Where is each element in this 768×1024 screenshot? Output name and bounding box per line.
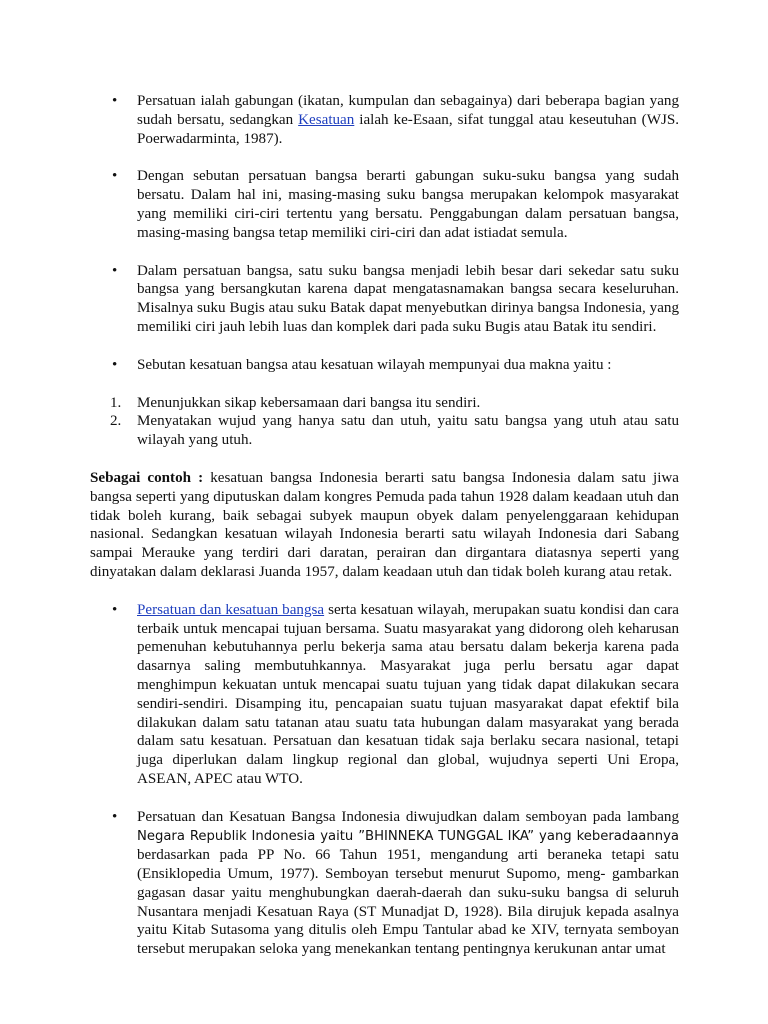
item-number: 2.	[110, 413, 122, 430]
bullet-item-persatuan-kesatuan	[90, 601, 679, 789]
example-paragraph	[90, 469, 679, 582]
bullet-text: Sebutan kesatuan bangsa atau kesatuan wilayah mempunyai dua makna yaitu :	[137, 356, 612, 373]
bullet-item-suku-bangsa	[90, 262, 679, 337]
bullet-item-dua-makna	[90, 356, 679, 375]
bullet-text: Persatuan dan Kesatuan Bangsa Indonesia diwujudkan dalam semboyan pada lambang	[137, 808, 679, 825]
bullet-list-top	[90, 92, 679, 148]
numbered-item	[90, 394, 679, 413]
bullet-list-top-3	[90, 262, 679, 337]
example-text: kesatuan bangsa Indonesia berarti satu bangsa Indonesia dalam satu jiwa bangsa seperti yang diputuskan dalam kongres Pemuda pada tahun 1928 dalam keadaan utuh dan tidak boleh kurang, baik sebagai subyek maupun obyek dalam penyelenggaraan kehidupan nasional. Sedangkan kesatuan wilayah Indonesia berarti satu wilayah Indonesia dari Sabang sampai Merauke yang terdiri dari daratan, perairan dan dirgantara diatasnya seperti yang dinyatakan dalam deklarasi Juanda 1957, dalam keadaan utuh dan tidak boleh kurang atau retak.	[90, 469, 679, 580]
numbered-list	[90, 394, 679, 450]
persatuan-kesatuan-link[interactable]: Persatuan dan kesatuan bangsa	[137, 601, 325, 618]
bullet-list-top-2	[90, 167, 679, 242]
bullet-text: serta kesatuan wilayah, merupakan suatu kondisi dan cara terbaik untuk mencapai tujuan bersama. Suatu masyarakat yang didorong oleh keharusan pemenuhan kebutuhannya perlu bekerja sama atau bersatu dalam bekerja karena pada dasarnya saling membutuhkannya. Masyarakat juga perlu bersatu agar dapat menghimpun kekuatan untuk mencapai suatu tujuan yang tidak dapat dilakukan secara sendiri-sendiri. Disamping itu, pencapaian suatu tujuan masyarakat dapat efektif bila dilakukan dalam satu tatanan atau suatu tata hubungan dalam masyarakat yang berada dalam satu kesatuan. Persatuan dan kesatuan tidak saja berlaku secara nasional, tetapi juga diperlukan dalam lingkup regional dan global, wujudnya seperti Uni Eropa, ASEAN, APEC atau WTO.	[137, 601, 679, 787]
bullet-text: ialah ke-Esaan, sifat tunggal atau keseutuhan (WJS. Poerwadarminta, 1987).	[137, 111, 679, 147]
item-number: 1.	[110, 394, 122, 411]
bullet-list-bottom	[90, 808, 679, 959]
bullet-text: Persatuan ialah gabungan (ikatan, kumpulan dan sebagainya) dari beberapa bagian yang sudah bersatu, sedangkan	[137, 93, 679, 128]
bullet-text: Dengan sebutan persatuan bangsa berarti gabungan suku-suku bangsa yang sudah bersatu. Dalam hal ini, masing-masing suku bangsa merupakan kelompok masyarakat yang memiliki ciri-ciri tertentu yang bersatu. Penggabungan dalam persatuan bangsa, masing-masing bangsa tetap memiliki ciri-ciri dan adat istiadat semula.	[137, 168, 679, 241]
numbered-item	[90, 412, 679, 450]
bullet-text: berdasarkan pada PP No. 66 Tahun 1951, mengandung arti beraneka tetapi satu (Ensiklopedia Umum, 1977). Semboyan tersebut menurut Supomo, meng- gambarkan gagasan dasar yaitu menghubungkan daerah-daerah dan suku-suku bangsa di seluruh Nusantara menjadi Kesatuan Raya (ST Munadjat D, 1928). Bila dirujuk kepada asalnya yaitu Kitab Sutasoma yang ditulis oleh Empu Tantular abad ke XIV, ternyata semboyan tersebut merupakan seloka yang menekankan tentang pentingnya kerukunan antar umat	[137, 847, 679, 958]
item-text: Menunjukkan sikap kebersamaan dari bangsa itu sendiri.	[137, 394, 481, 411]
kesatuan-link[interactable]: Kesatuan	[298, 111, 355, 128]
example-label: Sebagai contoh :	[90, 469, 204, 486]
bullet-text-sans: Negara Republik Indonesia yaitu ”BHINNEKA TUNGGAL IKA” yang keberadaannya	[137, 828, 679, 844]
bullet-text: Dalam persatuan bangsa, satu suku bangsa menjadi lebih besar dari sekedar satu suku bangsa yang bersangkutan karena dapat mengatasnamakan bangsa secara keseluruhan. Misalnya suku Bugis atau suku Batak dapat menyebutkan dirinya bangsa Indonesia, yang memiliki ciri jauh lebih luas dan komplek dari pada suku Bugis atau Batak itu sendiri.	[137, 262, 679, 335]
item-text: Menyatakan wujud yang hanya satu dan utuh, yaitu satu bangsa yang utuh atau satu wilayah yang utuh.	[137, 413, 679, 449]
bullet-item-persatuan-bangsa	[90, 167, 679, 242]
bullet-list-top-4	[90, 356, 679, 375]
bullet-list-middle	[90, 601, 679, 789]
bullet-item-bhinneka	[90, 808, 679, 959]
bullet-item-persatuan-definition	[90, 92, 679, 148]
